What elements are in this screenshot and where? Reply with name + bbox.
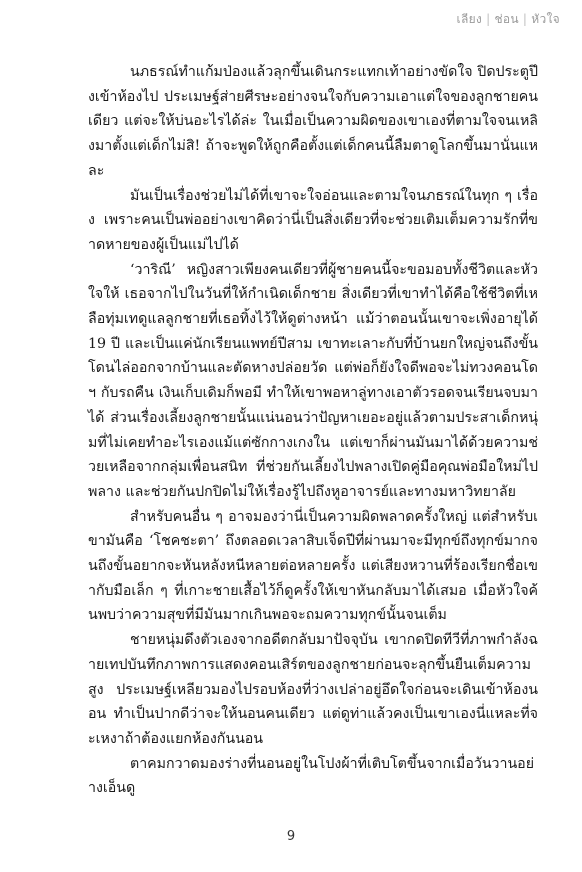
header-part-2: ช่อน [494,12,519,26]
paragraph-5: ชายหนุ่มดึงตัวเองจากอดีตกลับมาปัจจุบัน เขากดปิดทีวีที่ภาพกำลังฉายเทปบันทึกภาพการแสดงคอนเสิร์ตของลูกชายก่อนจะลุกขึ้นยืนเต็มความสูง ประเมษฐ์เหลียวมองไปรอบห้องที่ว่างเปล่าอยู่อึดใจก่อนจะเดินเข้าห้องนอน ทำเป็นปากดีว่าจะให้นอนคนเดียว แต่ดูท่าแล้วคงเป็นเขาเองนี่แหละที่จะเหงาถ้าต้องแยกห้องกันนอน [88,632,538,747]
paragraph-4: สำหรับคนอื่น ๆ อาจมองว่านี่เป็นความผิดพลาดครั้งใหญ่ แต่สำหรับเขามันคือ ‘โชคชะตา’ ถึงตลอดเวลาสิบเจ็ดปีที่ผ่านมาจะมีทุกข์ถึงทุกข์มากจนถึงขั้นอยากจะหันหลังหนีหลายต่อหลายครั้ง แต่เสียงหวานที่ร้องเรียกชื่อเขากับมือเล็ก ๆ ที่เกาะชายเสื้อไว้ก็ดูครั้งให้เขาหันกลับมาได้เสมอ เมื่อหัวใจค้นพบว่าความสุขที่มีมันมากเกินพอจะถมความทุกข์นั้นจนเต็ม [88,508,538,624]
body-text [88,60,538,801]
page-number: 9 [286,829,296,844]
running-header [457,10,560,29]
paragraph-1: นภธรณ์ทำแก้มป่องแล้วลุกขึ้นเดินกระแทกเท้าอย่างขัดใจ ปิดประตูปึงเข้าห้องไป ประเมษฐ์ส่ายศีรษะอย่างจนใจกับความเอาแต่ใจของลูกชายคนเดียว แต่จะให้บ่นอะไรได้ล่ะ ในเมื่อเป็นความผิดของเขาเองที่ตามใจจนเหลิงมาตั้งแต่เด็กไม่สิ! ถ้าจะพูดให้ถูกคือตั้งแต่เด็กคนนี้ลืมตาดูโลกขึ้นมานั่นแหละ [88,64,538,179]
header-separator: | [522,12,528,26]
header-part-1: เลียง [456,12,483,26]
paragraph-3: ‘วาริณี’ หญิงสาวเพียงคนเดียวที่ผู้ชายคนนี้จะขอมอบทั้งชีวิตและหัวใจให้ เธอจากไปในวันที่ให้กำเนิดเด็กชาย สิ่งเดียวที่เขาทำได้คือใช้ชีวิตที่เหลือทุ่มเทดูแลลูกชายที่เธอทิ้งไว้ให้ดูต่างหน้า แม้ว่าตอนนั้นเขาจะเพิ่งอายุได้ 19 ปี และเป็นแค่นักเรียนแพทย์ปีสาม เขาทะเลาะกับที่บ้านยกใหญ่จนถึงขั้นโดนไล่ออกจากบ้านและตัดหางปล่อยวัด แต่พ่อก็ยังใจดีพอจะไม่ทวงคอนโดฯ กับรถคืน เงินเก็บเดิมก็พอมี ทำให้เขาพอหาลู่ทางเอาตัวรอดจนเรียนจบมาได้ ส่วนเรื่องเลี้ยงลูกชายนั้นแน่นอนว่าปัญหาเยอะอยู่แล้วตามประสาเด็กหนุ่มที่ไม่เคยทำอะไรเองแม้แต่ซักกางเกงใน แต่เขาก็ผ่านมันมาได้ด้วยความช่วยเหลือจากกลุ่มเพื่อนสนิท ที่ช่วยกันเลี้ยงไปพลางเปิดคู่มือคุณพ่อมือใหม่ไปพลาง และช่วยกันปกปิดไม่ให้เรื่องรู้ไปถึงหูอาจารย์และทางมหาวิทยาลัย [88,261,538,500]
paragraph-2: มันเป็นเรื่องช่วยไม่ได้ที่เขาจะใจอ่อนและตามใจนภธรณ์ในทุก ๆ เรื่อง เพราะคนเป็นพ่ออย่างเขาคิดว่านี่เป็นสิ่งเดียวที่จะช่วยเติมเต็มความรักที่ขาดหายของผู้เป็นแม่ไปได้ [88,187,538,253]
header-part-3: หัวใจ [531,12,560,26]
paragraph-6: ตาคมกวาดมองร่างที่นอนอยู่ในโปงผ้าที่เติบโตขึ้นจากเมื่อวันวานอย่างเอ็นดู [88,755,535,797]
header-separator: | [486,12,491,26]
